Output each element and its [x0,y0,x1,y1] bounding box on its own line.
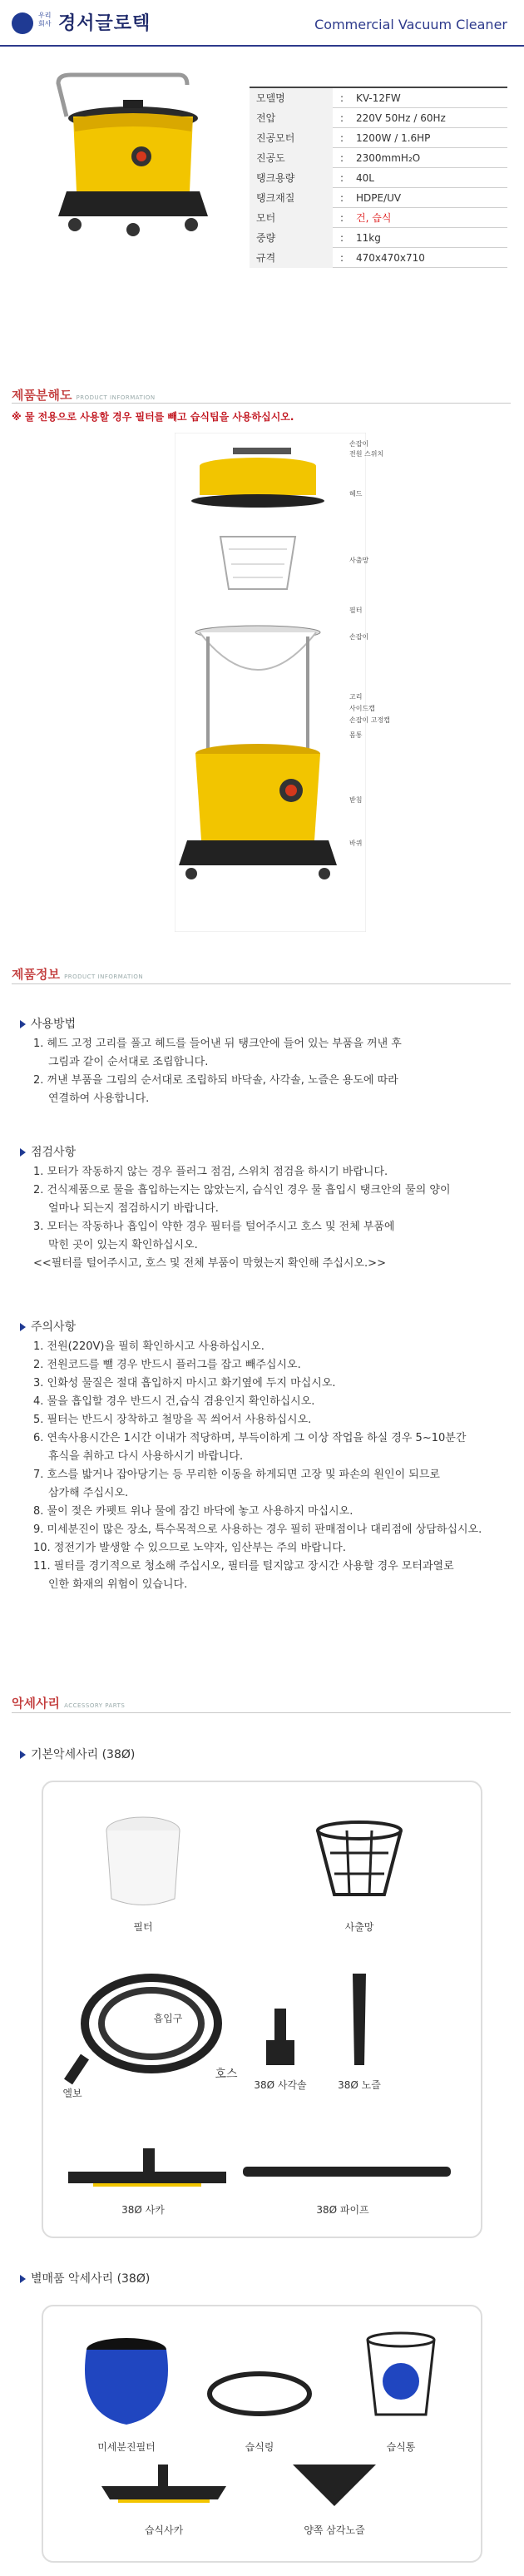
wet-cage-image [351,2323,451,2431]
acc-title: 악세사리 [12,1696,60,1711]
acc-wet-cage-label: 습식통 [386,2441,416,2453]
part-label: 받침 [349,796,363,804]
acc-nozzle-label: 38Ø 노즐 [338,2079,381,2091]
spec-row [250,108,507,128]
caution-heading: 주의사항 [20,1318,76,1335]
wet-ring-image [201,2365,318,2423]
list-item: <<필터를 털어주시고, 호스 및 전체 부품이 막혔는지 확인해 주십시오.>> [33,1257,386,1270]
filter-image [93,1807,193,1915]
spec-label: 탱크재질 [250,188,333,208]
part-label: 손잡이 [349,440,369,448]
list-item: 11. 필터를 경기적으로 청소해 주십시오, 필터를 털지않고 장시간 사용할 경우 모터과열로 [33,1560,454,1573]
wet-floor-tool-image [93,2465,235,2514]
list-item: 1. 모터가 작동하지 않는 경우 플러그 점검, 스위치 점검을 하시기 바랍니다. [33,1166,388,1178]
product-category-title: Commercial Vacuum Cleaner [314,17,507,32]
spec-row [250,148,507,168]
pipe-image [235,2157,459,2190]
square-brush-image [260,2007,301,2073]
list-item: 휴식을 취하고 다시 사용하시기 바랍니다. [48,1450,244,1463]
acc-wet-floor-label: 습식사카 [144,2524,184,2536]
spec-label: 전압 [250,108,333,128]
bullet-icon [20,1323,26,1331]
bullet-icon [20,1148,26,1157]
info-subtitle: PRODUCT INFORMATION [64,973,144,980]
spec-label: 모델명 [250,88,333,108]
spec-label: 모터 [250,208,333,228]
spec-value: 470x470x710 [356,251,425,264]
part-label: 전원 스위치 [349,450,384,458]
spec-value: 11kg [356,231,381,244]
acc-subtitle: ACCESSORY PARTS [64,1702,126,1709]
acc-triangle-nozzle-label: 양쪽 삼각노즐 [304,2524,365,2536]
spec-label: 탱크용량 [250,168,333,188]
bullet-icon [20,2275,26,2283]
check-heading: 점검사항 [20,1143,76,1160]
list-item: 막힌 곳이 있는지 확인하십시오. [48,1239,198,1251]
list-item: 4. 물을 흡입할 경우 반드시 건,습식 겸용인지 확인하십시오. [33,1395,315,1408]
acc-elbow-label: 엘보 [62,2088,82,2099]
list-item: 1. 헤드 고정 고리를 풀고 헤드를 들어낸 뒤 탱크안에 들어 있는 부품을 꺼낸 후 [33,1038,402,1050]
exploded-title: 제품분해도 [12,388,72,403]
spec-value: 2300mmH₂O [356,151,421,164]
spec-label: 진공모터 [250,128,333,148]
spec-row [250,248,507,268]
acc-square-brush-label: 38Ø 사각솔 [254,2079,307,2091]
list-item: 8. 물이 젖은 카펫트 위나 물에 잠긴 바닥에 놓고 사용하지 마십시오. [33,1505,353,1518]
list-item: 5. 필터는 반드시 장착하고 철망을 꼭 씌어서 사용하십시오. [33,1414,312,1426]
spec-value: 1200W / 1.6HP [356,131,431,144]
optional-acc-heading: 별매품 악세사리 (38Ø) [20,2270,150,2286]
list-item: 9. 미세분진이 많은 장소, 특수목적으로 사용하는 경우 필히 판매점이나 대리점에 상담하십시오. [33,1523,482,1536]
usage-heading: 사용방법 [20,1015,76,1032]
fine-dust-filter-image [68,2331,185,2431]
spec-row [250,168,507,188]
company-name: 경서글로텍 [58,13,151,34]
spec-value: 건, 습식 [356,212,392,224]
spec-label: 중량 [250,228,333,248]
company-logo-icon [12,12,33,34]
triangle-nozzle-image [276,2456,393,2514]
part-label: 손잡이 고정캡 [349,716,390,724]
list-item: 얼마나 되는지 점검하시기 바랍니다. [48,1202,219,1215]
logo-small-text: 우리회사 [38,12,52,27]
list-item: 7. 호스를 밟거나 잡아당기는 등 무리한 이동을 하게되면 고장 및 파손의 원인이 되므로 [33,1469,440,1481]
part-label: 바퀴 [349,840,363,847]
spec-colon: : [339,251,344,264]
acc-inlet-label: 흡입구 [153,2013,183,2024]
spec-value: 40L [356,171,374,184]
spec-colon: : [339,111,344,124]
floor-tool-image [60,2148,235,2198]
nozzle-image [343,1974,376,2073]
divider [12,403,511,404]
part-label: 필터 [349,607,363,614]
info-title: 제품정보 [12,967,60,982]
spec-row [250,88,507,108]
list-item: 1. 전원(220V)을 필히 확인하시고 사용하십시오. [33,1340,264,1353]
spec-colon: : [339,92,344,104]
check-list [33,1163,516,1273]
spec-label: 규격 [250,248,333,268]
bullet-icon [20,1020,26,1028]
spec-colon: : [339,151,344,164]
spec-colon: : [339,131,344,144]
bullet-icon [20,1751,26,1759]
spec-row [250,128,507,148]
acc-floor-tool-label: 38Ø 사카 [121,2204,165,2216]
list-item: 인한 화재의 위험이 있습니다. [48,1578,188,1591]
spec-value: 220V 50Hz / 60Hz [356,111,446,124]
list-item: 3. 모터는 작동하나 흡입이 약한 경우 필터를 털어주시고 호스 및 전체 부품에 [33,1221,395,1233]
list-item: 3. 인화성 물질은 절대 흡입하지 마시고 화기옆에 두지 마십시오. [33,1377,336,1390]
list-item: 그림과 같이 순서대로 조립합니다. [48,1056,209,1068]
exploded-subtitle: PRODUCT INFORMATION [76,394,156,401]
spec-value: HDPE/UV [356,191,402,204]
list-item: 삼가해 주십시오. [48,1487,129,1499]
spec-table [250,87,507,268]
basic-acc-panel [42,1781,482,2238]
acc-hose-label: 호스 [215,2068,238,2081]
exploded-section-heading [12,386,156,404]
optional-acc-panel [42,2305,482,2563]
list-item: 2. 전원코드를 뺄 경우 반드시 플러그를 잡고 빼주십시오. [33,1359,301,1371]
spec-row [250,228,507,248]
list-item: 2. 건식제품으로 물을 흡입하는지는 않았는지, 습식인 경우 물 흡입시 탱크안의 물의 양이 [33,1184,451,1196]
acc-section-heading [12,1694,125,1712]
spec-colon: : [339,211,344,224]
spec-colon: : [339,231,344,244]
water-use-note: ※ 물 전용으로 사용할 경우 필터를 빼고 습식팁을 사용하십시오. [12,411,294,423]
part-label: 헤드 [349,490,363,498]
list-item: 2. 꺼낸 부품을 그림의 순서대로 조립하되 바닥솔, 사각솔, 노즐은 용도에 따라 [33,1074,398,1087]
page-header [0,0,524,47]
acc-pipe-label: 38Ø 파이프 [316,2204,369,2216]
spec-row [250,208,507,228]
spec-colon: : [339,191,344,204]
list-item: 6. 연속사용시간은 1시간 이내가 적당하며, 부득이하게 그 이상 작업을 하실 경우 5~10분간 [33,1432,467,1444]
acc-wet-ring-label: 습식링 [245,2441,274,2453]
mesh-image [309,1816,409,1907]
acc-filter-label: 필터 [133,1921,153,1933]
basic-acc-heading: 기본악세사리 (38Ø) [20,1746,135,1762]
list-item: 연결하여 사용합니다. [48,1092,150,1105]
acc-mesh-label: 사출망 [344,1921,374,1933]
caution-list [33,1338,516,1594]
divider [12,983,511,984]
divider [12,1712,511,1713]
info-section-heading [12,965,143,983]
acc-fine-filter-label: 미세분진필터 [97,2441,156,2453]
list-item: 10. 정전기가 발생할 수 있으므로 노약자, 임산부는 주의 바랍니다. [33,1542,346,1554]
spec-label: 진공도 [250,148,333,168]
part-label: 손잡이 [349,633,369,641]
usage-list [33,1035,516,1108]
part-label: 사이드캡 [349,705,375,712]
spec-row [250,188,507,208]
part-label: 사출망 [349,557,369,564]
vacuum-product-image [33,67,233,275]
part-label: 몸통 [349,731,363,739]
spec-value: KV-12FW [356,92,401,104]
spec-colon: : [339,171,344,184]
part-label: 고리 [349,693,363,701]
